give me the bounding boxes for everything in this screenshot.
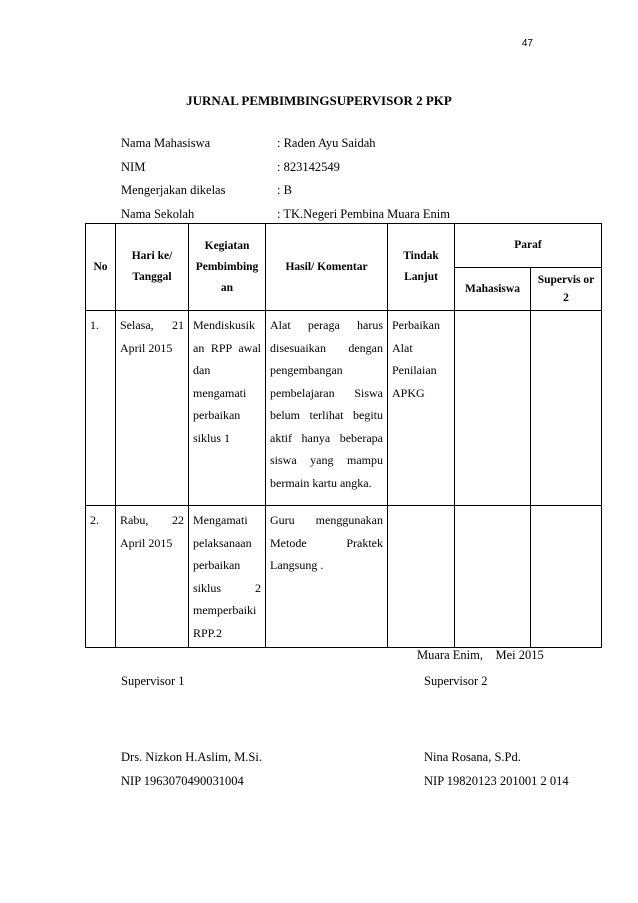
- supervisor-2-nip: NIP 19820123 201001 2 014: [424, 774, 569, 788]
- info-value: : TK.Negeri Pembina Muara Enim: [277, 206, 450, 221]
- info-label: Mengerjakan dikelas: [121, 183, 226, 197]
- student-info: [121, 134, 527, 228]
- page-number: 47: [521, 38, 533, 49]
- supervisor-2-role: Supervisor 2: [424, 674, 488, 688]
- header-signature: Paraf: [455, 224, 602, 268]
- info-row-nim: [121, 158, 527, 182]
- cell-result: Alat peraga harus disesuaikan dengan pengembangan pembelajaran Siswa belum terlihat begitu aktif hanya beberapa siswa yang mampu bermain kartu angka.: [266, 311, 388, 506]
- table-row: [86, 311, 602, 506]
- table-row: [86, 506, 602, 648]
- info-label: Nama Mahasiswa: [121, 136, 211, 150]
- header-result: Hasil/ Komentar: [266, 224, 388, 311]
- cell-followup: Perbaikan Alat Penilaian APKG: [388, 311, 455, 506]
- info-row-class: [121, 181, 527, 205]
- cell-date: Rabu, 22 April 2015: [116, 506, 189, 648]
- cell-activity: Mendiskusik an RPP awal dan mengamati perbaikan siklus 1: [189, 311, 266, 506]
- cell-supervisor-sign: [531, 506, 602, 648]
- header-date: Hari ke/ Tanggal: [116, 224, 189, 311]
- cell-no: 2.: [86, 506, 116, 648]
- info-value: : 823142549: [277, 159, 340, 174]
- cell-student-sign: [455, 311, 531, 506]
- cell-date: Selasa, 21 April 2015: [116, 311, 189, 506]
- supervisor-1-nip: NIP 1963070490031004: [121, 774, 244, 788]
- header-followup: Tindak Lanjut: [388, 224, 455, 311]
- supervisor-1-block: [121, 672, 262, 796]
- signature-space: [121, 696, 262, 748]
- cell-followup: [388, 506, 455, 648]
- cell-activity: Mengamati pelaksanaan perbaikan siklus 2 memperbaiki RPP.2: [189, 506, 266, 648]
- supervisor-1-role: Supervisor 1: [121, 674, 185, 688]
- supervisor-2-block: [424, 672, 569, 796]
- info-value: : B: [277, 183, 292, 197]
- header-no: No: [86, 224, 116, 311]
- document-title: JURNAL PEMBIMBINGSUPERVISOR 2 PKP: [186, 93, 452, 108]
- signature-space: [424, 696, 569, 748]
- cell-supervisor-sign: [531, 311, 602, 506]
- info-label: Nama Sekolah: [121, 206, 195, 221]
- header-signature-student: Mahasiswa: [455, 268, 531, 311]
- cell-student-sign: [455, 506, 531, 648]
- header-signature-supervisor: Supervis or 2: [531, 268, 602, 311]
- supervisor-1-name: Drs. Nizkon H.Aslim, M.Si.: [121, 750, 262, 764]
- info-row-student-name: [121, 134, 527, 158]
- supervisor-2-name: Nina Rosana, S.Pd.: [424, 750, 521, 764]
- place-date: Muara Enim, Mei 2015: [417, 648, 544, 662]
- journal-table: [85, 223, 602, 648]
- info-value: : Raden Ayu Saidah: [277, 136, 376, 150]
- cell-no: 1.: [86, 311, 116, 506]
- info-label: NIM: [121, 159, 146, 174]
- header-activity: Kegiatan Pembimbing an: [189, 224, 266, 311]
- cell-result: Guru menggunakan Metode Praktek Langsung .: [266, 506, 388, 648]
